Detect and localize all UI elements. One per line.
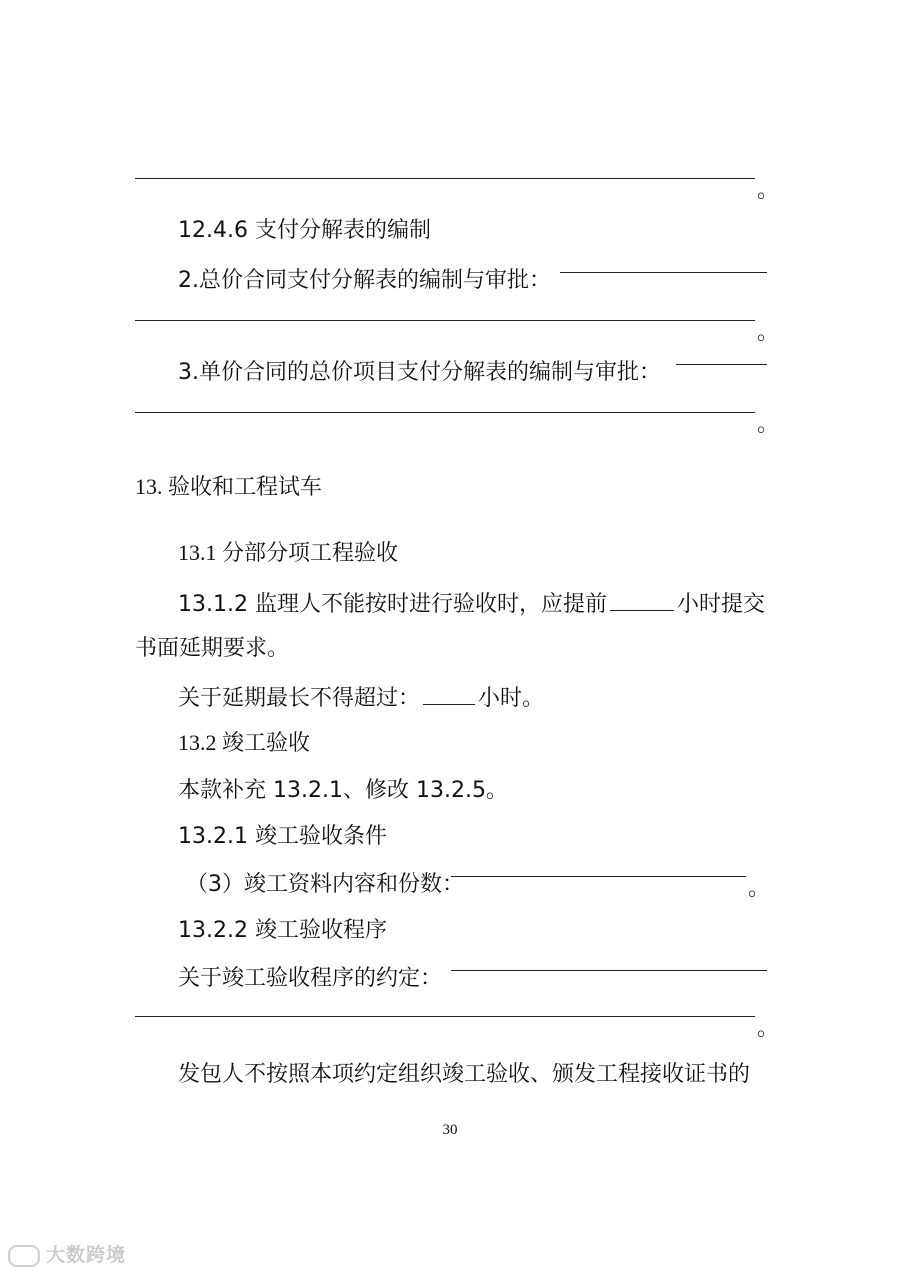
procedure-line [178,964,442,994]
section-13-1-2-cont: 书面延期要求。 [135,636,290,661]
blank-line [676,364,767,365]
procedure-text: 关于竣工验收程序的约定： [178,966,443,991]
supplement-note: 本款补充 13.2.1、修改 13.2.5。 [178,778,508,803]
page-number: 30 [442,1122,458,1138]
blank-line [451,876,746,877]
delay-limit-text: 关于延期最长不得超过： [178,686,421,711]
blank-line [135,412,755,413]
watermark [8,1240,126,1267]
blank-line [560,272,767,273]
section-13-1-2-text: 13.1.2 监理人不能按时进行验收时，应提前 [178,592,607,617]
watermark-text: 大数跨境 [46,1244,127,1266]
heading-13-2: 13.2 竣工验收 [178,730,311,755]
item-3-text: 3.单价合同的总价项目支付分解表的编制与审批： [178,360,661,385]
section-13-2-1: 13.2.1 竣工验收条件 [178,824,387,849]
period-mark: 。 [757,1016,780,1041]
last-paragraph-line: 发包人不按照本项约定组织竣工验收、颁发工程接收证书的 [178,1062,751,1087]
item-3-line [178,358,661,388]
item-3-materials-text: （3）竣工资料内容和份数： [186,872,464,897]
period-mark: 。 [757,412,780,437]
section-13-1-2-tail: 小时提交 [676,592,765,617]
period-mark: 。 [748,876,771,901]
hours-blank [423,682,475,705]
heading-13: 13. 验收和工程试车 [135,474,323,499]
period-mark: 。 [757,178,780,203]
delay-limit-line [178,682,544,714]
blank-line [451,970,767,971]
section-13-1-2 [178,588,765,620]
item-2-line [178,266,551,296]
section-12-4-6: 12.4.6 支付分解表的编制 [178,218,431,243]
blank-line [135,178,755,179]
period-mark: 。 [757,320,780,345]
blank-line [135,1016,755,1017]
heading-13-1: 13.1 分部分项工程验收 [178,540,399,565]
item-3-materials [186,870,464,900]
delay-limit-tail: 小时。 [478,686,545,711]
blank-line [135,320,755,321]
watermark-logo-icon [8,1245,40,1267]
hours-blank [610,588,674,611]
section-13-2-2: 13.2.2 竣工验收程序 [178,918,387,943]
item-2-text: 2.总价合同支付分解表的编制与审批： [178,268,551,293]
